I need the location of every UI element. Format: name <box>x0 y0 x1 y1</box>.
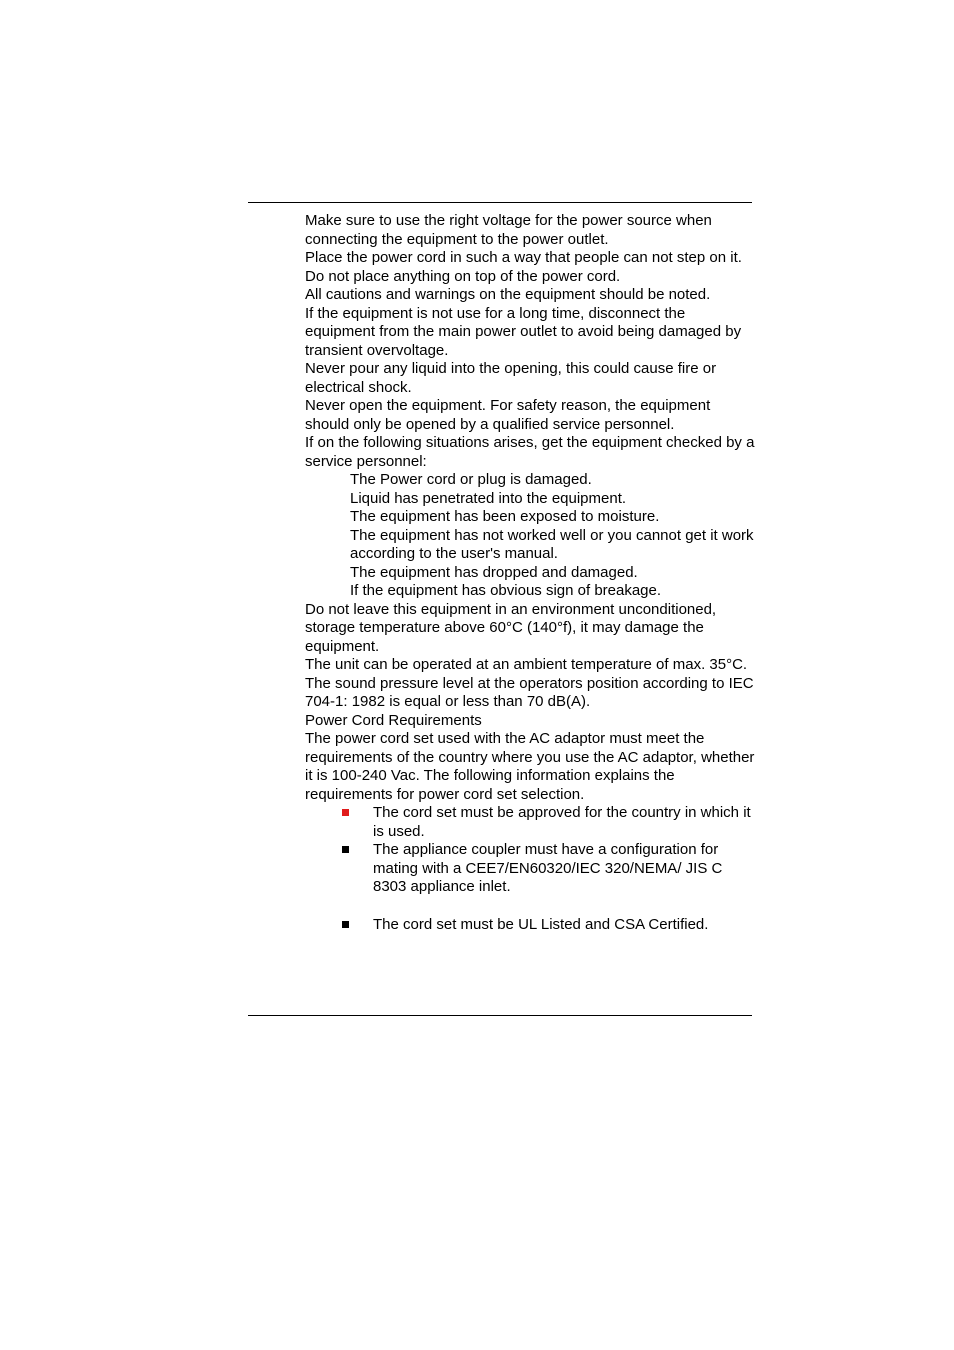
situation-item: Liquid has penetrated into the equipment. <box>350 489 627 507</box>
safety-instructions <box>305 212 755 934</box>
situation-item: The equipment has dropped and damaged. <box>350 563 638 581</box>
paragraph-power-cord-set: The power cord set used with the AC adaptor must meet the requirements of the country where you use the AC adaptor, whether it is 100-240 Vac. The following information explains the requirements for power cord set selection. <box>305 730 755 803</box>
paragraph-ambient-temperature: The unit can be operated at an ambient temperature of max. 35°C. <box>305 656 748 673</box>
square-bullet-icon <box>342 846 349 853</box>
paragraph-voltage: Make sure to use the right voltage for the power source when connecting the equipment to the power outlet. <box>305 212 712 248</box>
situation-item: If the equipment has obvious sign of breakage. <box>350 582 662 599</box>
square-bullet-icon <box>342 809 349 816</box>
paragraph-disconnect: If the equipment is not use for a long time, disconnect the equipment from the main power outlet to avoid being damaged by transient overvoltage. <box>305 304 742 359</box>
list-spacer <box>305 897 755 916</box>
requirements-list <box>305 804 755 934</box>
requirement-item <box>305 841 755 897</box>
top-rule <box>248 202 752 203</box>
paragraph-liquid: Never pour any liquid into the opening, this could cause fire or electrical shock. <box>305 360 717 396</box>
situation-item: The equipment has been exposed to moisture. <box>350 508 660 525</box>
situation-item: The equipment has not worked well or you cannot get it work according to the user's manual. <box>350 526 754 562</box>
square-bullet-icon <box>342 921 349 928</box>
bottom-rule <box>248 1015 752 1016</box>
requirement-text: The cord set must be UL Listed and CSA Certified. <box>373 915 709 933</box>
paragraph-storage-temperature: Do not leave this equipment in an environment unconditioned, storage temperature above 60°C (140°f), it may damage the equipment. <box>305 600 717 655</box>
requirement-text: The cord set must be approved for the country in which it is used. <box>373 804 751 840</box>
situation-item: The Power cord or plug is damaged. <box>350 471 592 488</box>
requirement-text: The appliance coupler must have a configuration for mating with a CEE7/EN60320/IEC 320/NEMA/ JIS C 8303 appliance inlet. <box>373 841 723 895</box>
paragraph-sound-pressure: The sound pressure level at the operators position according to IEC 704-1: 1982 is equal or less than 70 dB(A). <box>305 674 754 710</box>
paragraph-open-equipment: Never open the equipment. For safety reason, the equipment should only be opened by a qualified service personnel. <box>305 397 711 433</box>
requirement-item <box>305 804 755 841</box>
paragraph-service-situations: If on the following situations arises, get the equipment checked by a service personnel: <box>305 434 755 470</box>
power-cord-requirements-heading: Power Cord Requirements <box>305 711 482 729</box>
requirement-item <box>305 916 755 935</box>
paragraph-cautions: All cautions and warnings on the equipment should be noted. <box>305 286 711 303</box>
paragraph-power-cord-placement: Place the power cord in such a way that people can not step on it. Do not place anything on top of the power cord. <box>305 249 742 285</box>
